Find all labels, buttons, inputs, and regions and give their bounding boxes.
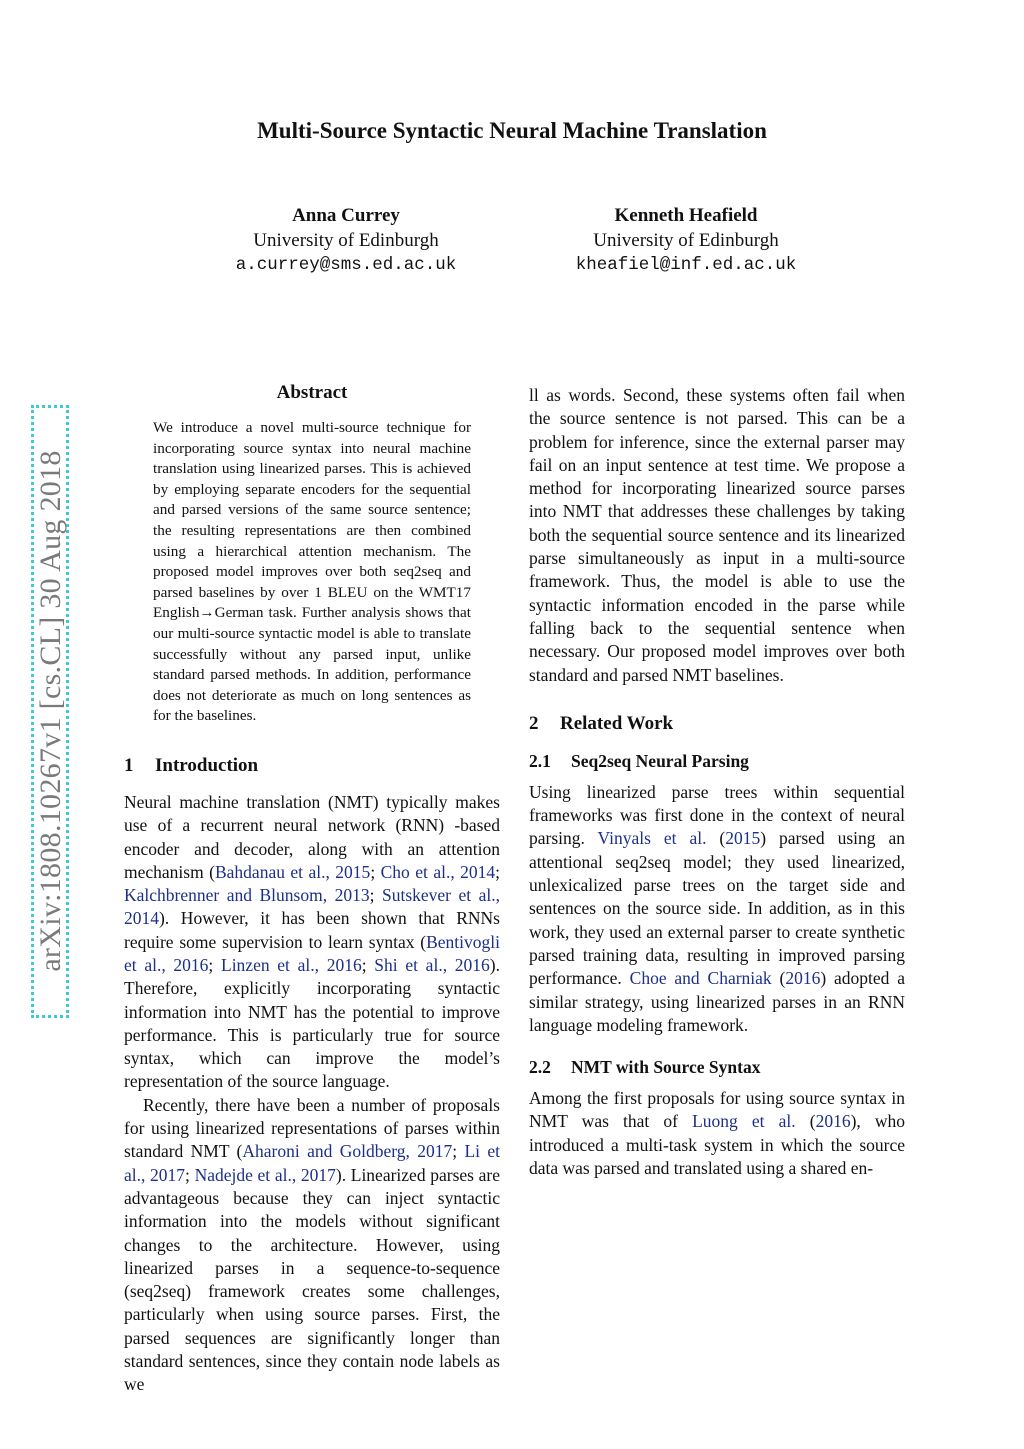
author-email: a.currey@sms.ed.ac.uk — [235, 255, 457, 275]
text-run: ). Linearized parses are advantageous because they can inject syntactic information into the models without significant changes to the architecture. However, using linearized parses in a sequence-to-sequence (seq2seq) framework creates some challenges, particularly when using source parses. First, the parsed sequences are significantly longer than standard sentences, since they contain node labels as we — [124, 1164, 500, 1395]
subsection-heading-nmt-source-syntax — [529, 1055, 905, 1079]
citation-link[interactable]: 2016 — [815, 1111, 851, 1132]
section-title: Related Work — [560, 712, 674, 734]
subsection-title: NMT with Source Syntax — [571, 1057, 761, 1078]
related-paragraph-1 — [529, 781, 905, 1037]
citation-link[interactable]: Bahdanau et al., 2015 — [214, 861, 371, 882]
text-run: ; — [369, 885, 382, 906]
citation-link[interactable]: 2015 — [725, 828, 761, 849]
citation-link[interactable]: Linzen et al., 2016 — [221, 954, 362, 975]
subsection-heading-seq2seq-parsing — [529, 749, 905, 773]
text-run: ) adopted a similar strategy, using linearized parses in an RNN language modeling framework. — [529, 968, 906, 1035]
citation-link[interactable]: 2016 — [785, 968, 821, 989]
abstract-text: We introduce a novel multi-source technique for incorporating source syntax into neural machine translation using linearized parses. This is achieved by employing separate encoders for the sequential and parsed versions of the same source sentence; the resulting representations are then combined using a hierarchical attention mechanism. The proposed model improves over both seq2seq and parsed baselines by over 1 BLEU on the WMT17 English→German task. Further analysis shows that our multi-source syntactic model is able to translate successfully without any parsed input, unlike standard parsed methods. In addition, performance does not deteriorate as much on long sentences as for the baselines. — [153, 419, 471, 725]
section-heading-introduction — [124, 753, 500, 779]
text-run: ; — [208, 954, 221, 975]
text-run: ( — [795, 1111, 816, 1132]
text-run: ) parsed using an attentional seq2seq model; they used linearized, unlexicalized parse trees on the target side and sentences on the source side. In addition, as in this work, they used an external parser to create synthetic parsed training data, resulting in improved parsing performance. — [529, 828, 906, 989]
subsection-title: Seq2seq Neural Parsing — [571, 750, 749, 771]
citation-link[interactable]: Nadejde et al., 2017 — [194, 1164, 336, 1185]
text-run: Recently, there have been a number of proposals for using linearized representations of parses within standard NMT ( — [124, 1094, 500, 1162]
citation-link[interactable]: Vinyals et al. — [597, 828, 707, 849]
left-column — [124, 380, 500, 1397]
author-block-2 — [521, 203, 851, 278]
text-run: ; — [495, 861, 501, 882]
text-run: Among the first proposals for using source syntax in NMT was that of — [529, 1088, 905, 1132]
paper-title: Multi-Source Syntactic Neural Machine Translation — [257, 118, 767, 143]
citation-link[interactable]: Bentivogli et al., 2016 — [124, 931, 500, 975]
citation-link[interactable]: Aharoni and Goldberg, 2017 — [242, 1141, 453, 1162]
author-name: Anna Currey — [292, 205, 400, 226]
citation-link[interactable]: Li et al., 2017 — [124, 1141, 500, 1185]
author-block-1 — [181, 203, 511, 278]
subsection-number: 2.1 — [529, 750, 551, 771]
section-number: 1 — [124, 754, 134, 776]
citation-link[interactable]: Kalchbrenner and Blunsom, 2013 — [124, 885, 370, 906]
section-heading-related-work — [529, 711, 905, 737]
citation-link[interactable]: Cho et al., 2014 — [380, 861, 496, 882]
author-affiliation: University of Edinburgh — [253, 230, 439, 251]
subsection-number: 2.2 — [529, 1057, 551, 1078]
text-run: ( — [706, 828, 726, 849]
text-run: Neural machine translation (NMT) typically makes use of a recurrent neural network (RNN) -based encoder and decoder, along with an attention mechanism ( — [124, 791, 500, 882]
author-affiliation: University of Edinburgh — [593, 230, 779, 251]
text-run: ; — [185, 1164, 195, 1185]
arxiv-identifier: arXiv:1808.10267v1 [cs.CL] 30 Aug 2018 — [34, 450, 67, 972]
intro-paragraph-1 — [124, 791, 500, 1094]
text-run: ( — [771, 968, 786, 989]
citation-link[interactable]: Shi et al., 2016 — [374, 954, 490, 975]
intro-paragraph-2-continued: ll as words. Second, these systems often fail when the source sentence is not parsed. This can be a problem for inference, since the external parser may fail on an input sentence at test time. We propose a method for incorporating linearized source parses into NMT that addresses these challenges by taking both the sequential source sentence and its linearized parse simultaneously as input in a multi-source framework. Thus, the model is able to use the syntactic information encoded in the parse while falling back to the sequential sentence when necessary. Our proposed model improves over both standard and parsed NMT baselines. — [529, 385, 905, 685]
author-name: Kenneth Heafield — [614, 205, 758, 226]
related-paragraph-2 — [529, 1087, 905, 1180]
right-column — [529, 384, 905, 1180]
abstract-heading: Abstract — [276, 382, 348, 403]
text-run: ). Therefore, explicitly incorporating syntactic information into NMT has the potential to improve performance. This is particularly true for source syntax, which can improve the model’s representation of the source language. — [124, 954, 500, 1092]
text-run: ; — [370, 861, 381, 882]
text-run: ; — [452, 1141, 465, 1162]
author-email: kheafiel@inf.ed.ac.uk — [575, 255, 797, 275]
section-title: Introduction — [155, 754, 259, 776]
text-run: ; — [361, 954, 375, 975]
arxiv-sidebar — [9, 405, 69, 1018]
text-run: ). However, it has been shown that RNNs require some supervision to learn syntax ( — [124, 908, 500, 952]
citation-link[interactable]: Luong et al. — [692, 1111, 796, 1132]
citation-link[interactable]: Choe and Charniak — [629, 968, 772, 989]
citation-link[interactable]: Sutskever et al., 2014 — [124, 885, 501, 929]
text-run: ), who introduced a multi-task system in which the source data was parsed and translated using a shared en- — [529, 1111, 906, 1179]
section-number: 2 — [529, 712, 539, 734]
intro-paragraph-2-part-1 — [124, 1094, 500, 1397]
text-run: Using linearized parse trees within sequential frameworks was first done in the context of neural parsing. — [529, 781, 905, 849]
